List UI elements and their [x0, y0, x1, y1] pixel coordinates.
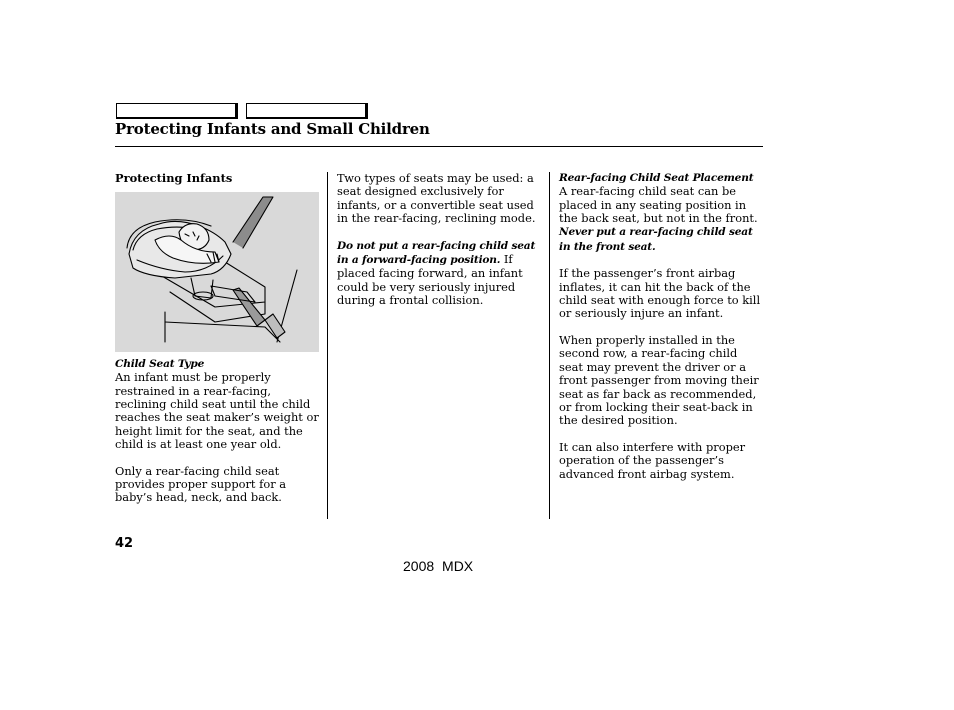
second-row-paragraph: When properly installed in the second row, a rear-facing child seat may prevent the driver or a front passenger from moving their seat as far back as recommended, or from locking their seat-back in the desired position.	[559, 333, 759, 428]
seat-types-paragraph: Two types of seats may be used: a seat designed exclusively for infants, or a convertible seat used in the rear-facing, reclining mode.	[337, 171, 536, 226]
column-3	[559, 172, 764, 481]
warning-rest-text: If placed facing forward, an infant could be very seriously injured during a frontal collision.	[337, 252, 523, 308]
forward-facing-warning	[337, 239, 544, 308]
column-1-body	[115, 358, 325, 505]
child-seat-type-paragraph: An infant must be properly restrained in a rear-facing, reclining child seat until the child reaches the seat maker’s weight or height limit for the seat, and the child is at least one year old.	[115, 370, 319, 452]
placement-subhead: Rear-facing Child Seat Placement	[559, 172, 754, 184]
section-tab-2[interactable]	[246, 103, 368, 119]
support-paragraph: Only a rear-facing child seat provides proper support for a baby’s head, neck, and back.	[115, 463, 287, 505]
placement-text: A rear-facing child seat can be placed in any seating position in the back seat, but not in the front.	[559, 184, 758, 226]
title-rule	[115, 146, 763, 147]
child-seat-type-subhead: Child Seat Type	[115, 358, 205, 370]
interference-paragraph: It can also interfere with proper operation of the passenger’s advanced front airbag system.	[559, 439, 746, 481]
column-1	[115, 172, 325, 185]
section-tabs	[115, 103, 369, 121]
footer-model: 2008 MDX	[403, 558, 474, 574]
column-divider-1	[327, 172, 328, 519]
rear-facing-infant-seat-illustration	[115, 192, 319, 352]
section-tab-1[interactable]	[116, 103, 238, 119]
column-divider-2	[549, 172, 550, 519]
placement-paragraph	[559, 185, 764, 254]
airbag-paragraph: If the passenger’s front airbag inflates, it can hit the back of the child seat with enough force to kill or seriously injure an infant.	[559, 266, 761, 321]
page-title: Protecting Infants and Small Children	[115, 120, 430, 138]
placement-warning-bold: Never put a rear-facing child seat in the front seat.	[559, 226, 753, 253]
infant-seat-drawing	[115, 192, 319, 352]
page-number: 42	[115, 536, 134, 551]
section-heading: Protecting Infants	[115, 171, 233, 185]
column-2	[337, 172, 544, 307]
warning-bold-text: Do not put a rear-facing child seat in a forward-facing position.	[337, 239, 536, 267]
